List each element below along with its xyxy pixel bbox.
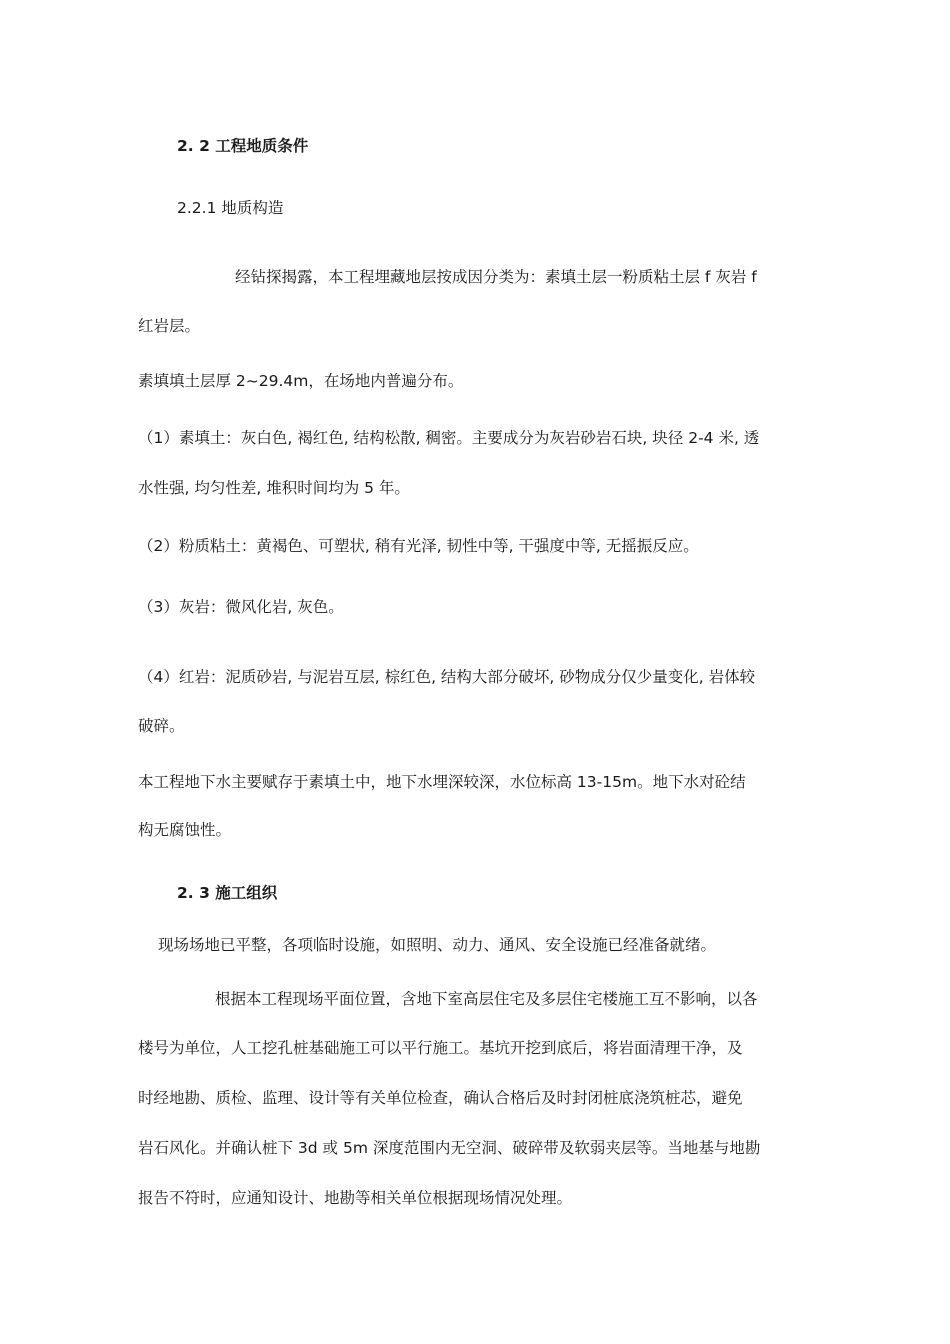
- construction-para-line-3: 时经地勘、质检、监理、设计等有关单位检查，确认合格后及时封闭桩底浇筑桩芯，避免: [138, 1089, 743, 1107]
- item-2-text: （2）粉质粘土：黄褐色、可塑状, 稍有光泽, 韧性中等, 干强度中等, 无摇振反应。: [138, 537, 699, 555]
- section-2-2-title: 2. 2 工程地质条件: [177, 137, 309, 155]
- construction-para-line-2: 楼号为单位，人工挖孔桩基础施工可以平行施工。基坑开挖到底后，将岩面清理干净，及: [138, 1039, 743, 1057]
- groundwater-line-1: 本工程地下水主要赋存于素填土中，地下水埋深较深，水位标高 13-15m。地下水对砼结: [138, 773, 746, 791]
- construction-para-line-4: 岩石风化。并确认桩下 3d 或 5m 深度范围内无空洞、破碎带及软弱夹层等。当地基与地勘: [138, 1139, 761, 1157]
- section-2-2-1-title: 2.2.1 地质构造: [177, 199, 284, 217]
- site-ready-text: 现场场地已平整，各项临时设施，如照明、动力、通风、安全设施已经准备就绪。: [158, 936, 717, 954]
- item-3-text: （3）灰岩：微风化岩, 灰色。: [138, 598, 344, 616]
- item-1-line-1: （1）素填土：灰白色, 褐红色, 结构松散, 稠密。主要成分为灰岩砂岩石块, 块径 2-4 米, 透: [138, 429, 760, 447]
- item-4-line-2: 破碎。: [138, 717, 185, 735]
- construction-para-line-1: 根据本工程现场平面位置，含地下室高层住宅及多层住宅楼施工互不影响，以各: [215, 990, 758, 1008]
- intro-line-1: 经钻探揭露，本工程埋藏地层按成因分类为：素填土层一粉质粘土层 f 灰岩 f: [235, 268, 757, 286]
- section-2-3-title: 2. 3 施工组织: [177, 884, 278, 902]
- item-1-line-2: 水性强, 均匀性差, 堆积时间均为 5 年。: [138, 479, 410, 497]
- construction-para-line-5: 报告不符时，应通知设计、地勘等相关单位根据现场情况处理。: [138, 1189, 573, 1207]
- fill-thickness-text: 素填填土层厚 2~29.4m，在场地内普遍分布。: [138, 372, 464, 390]
- intro-line-2: 红岩层。: [138, 317, 201, 335]
- groundwater-line-2: 构无腐蚀性。: [138, 821, 232, 839]
- item-4-line-1: （4）红岩：泥质砂岩, 与泥岩互层, 棕红色, 结构大部分破坏, 砂物成分仅少量变化, 岩体较: [138, 668, 756, 686]
